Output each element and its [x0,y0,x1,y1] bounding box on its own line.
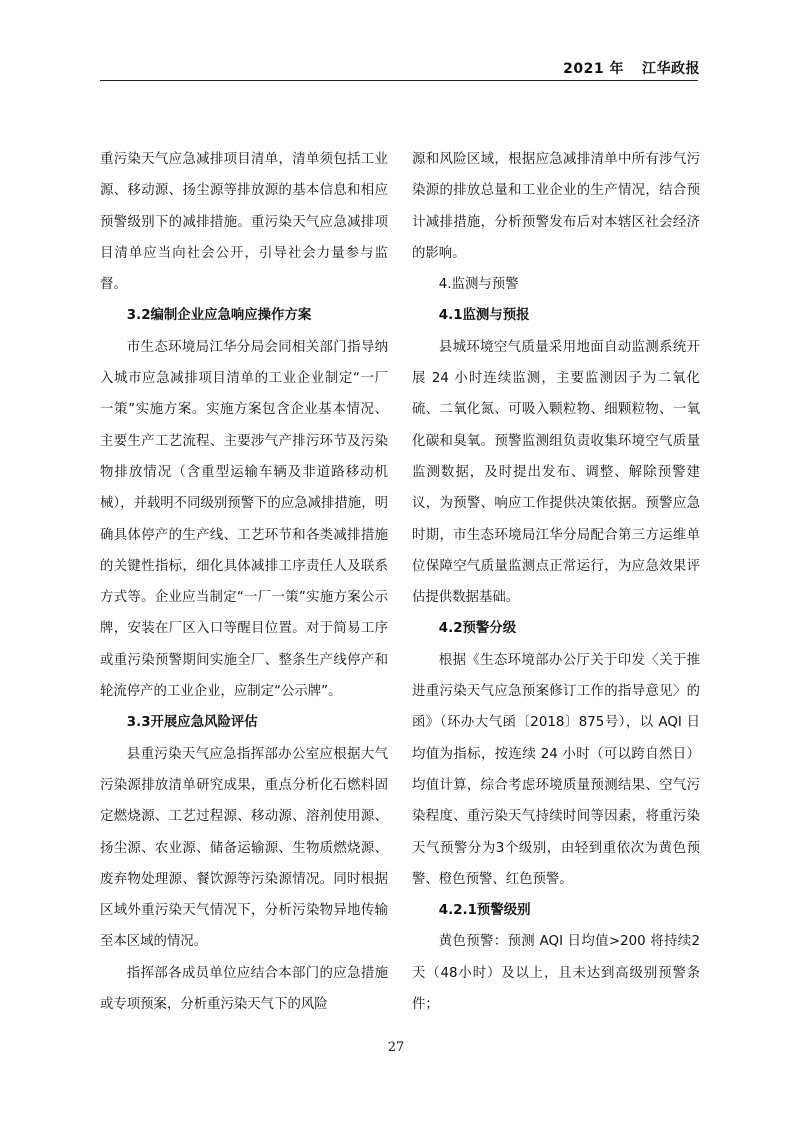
section-heading: 4.1监测与预报 [438,308,530,324]
header-rule [100,80,698,81]
body-paragraph: 重污染天气应急减排项目清单，清单须包括工业源、移动源、扬尘源等排放源的基本信息和相应预警级别下的减排措施。重污染天气应急减排项目清单应当向社会公开，引导社会力量参与监督。 [100,152,388,293]
body-paragraph: 源和风险区域，根据应急减排清单中所有涉气污染源的排放总量和工业企业的生产情况，结合预计减排措施，分析预警发布后对本辖区社会经济的影响。 [412,152,700,261]
body-paragraph: 市生态环境局江华分局会同相关部门指导纳入城市应急减排项目清单的工业企业制定“一厂一策”实施方案。实施方案包含企业基本情况、主要生产工艺流程、主要涉气产排污环节及污染物排放情况（含重型运输车辆及非道路移动机械），并载明不同级别预警下的应急减排措施，明确具体停产的生产线、工艺环节和各类减排措施的关键性指标，细化具体减排工序责任人及联系方式等。企业应当制定“一厂一策”实施方案公示牌，安装在厂区入口等醒目位置。对于简易工序或重污染预警期间实施全厂、整条生产线停产和轮流停产的工业企业，应制定“公示牌”。 [100,339,388,700]
body-paragraph: 县重污染天气应急指挥部办公室应根据大气污染源排放清单研究成果，重点分析化石燃料固定燃烧源、工艺过程源、移动源、溶剂使用源、扬尘源、农业源、储备运输源、生物质燃烧源、废弃物处理源、餐饮源等污染源情况。同时根据区域外重污染天气情况下，分析污染物异地传输至本区域的情况。 [100,746,388,950]
section-heading: 3.2编制企业应急响应操作方案 [126,308,312,324]
body-paragraph: 县城环境空气质量采用地面自动监测系统开展 24 小时连续监测，主要监测因子为二氧化硫、二氧化氮、可吸入颗粒物、细颗粒物、一氧化碳和臭氧。预警监测组负责收集环境空气质量监测数据，及时提出发布、调整、解除预警建议，为预警、响应工作提供决策依据。预警应急时期，市生态环境局江华分局配合第三方运维单位保障空气质量监测点正常运行，为应急效果评估提供数据基础。 [412,339,700,606]
header-title: 江华政报 [642,61,700,77]
body-paragraph: 根据《生态环境部办公厅关于印发〈关于推进重污染天气应急预案修订工作的指导意见〉的函》（环办大气函〔2018〕875号），以 AQI 日均值为指标，按连续 24 小时（可以跨自然日）均值计算，综合考虑环境质量预测结果、空气污染程度、重污染天气持续时间等因素，将重污染天气预警分为3个级别，由轻到重依次为黄色预警、橙色预警、红色预警。 [412,652,700,887]
page-number: 27 [387,1040,405,1055]
right-column [412,144,700,1020]
section-heading: 3.3开展应急风险评估 [126,715,258,731]
body-paragraph: 黄色预警：预测 AQI 日均值>200 将持续2天（48小时）及以上，且未达到高级别预警条件； [412,934,700,1013]
section-heading: 4.监测与预警 [438,277,519,293]
left-column [100,144,388,1020]
section-heading: 4.2.1预警级别 [438,903,531,919]
body-paragraph: 指挥部各成员单位应结合本部门的应急措施或专项预案，分析重污染天气下的风险 [100,965,388,1013]
header-year: 2021 年 [563,61,624,77]
section-heading: 4.2预警分级 [438,621,517,637]
page-header [563,58,700,78]
